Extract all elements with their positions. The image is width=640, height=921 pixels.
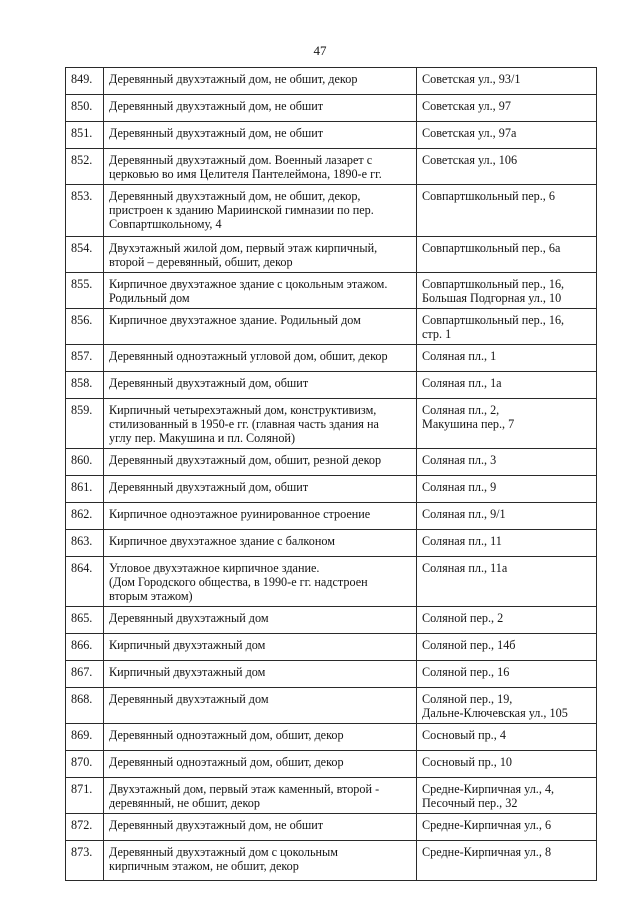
object-address-cell: Сосновый пр., 10 xyxy=(417,751,597,778)
object-address-cell: Советская ул., 93/1 xyxy=(417,68,597,95)
object-description-cell: Деревянный двухэтажный дом xyxy=(104,688,417,724)
row-number-cell: 850. xyxy=(66,95,104,122)
object-description-cell: Деревянный двухэтажный дом с цокольным кирпичным этажом, не обшит, декор xyxy=(104,841,417,881)
row-number-cell: 862. xyxy=(66,503,104,530)
row-number-cell: 871. xyxy=(66,778,104,814)
row-number-cell: 865. xyxy=(66,607,104,634)
object-address-cell: Совпартшкольный пер., 16, Большая Подгорная ул., 10 xyxy=(417,273,597,309)
table-row xyxy=(66,449,597,476)
row-number-cell: 872. xyxy=(66,814,104,841)
row-number-cell: 863. xyxy=(66,530,104,557)
row-number-cell: 866. xyxy=(66,634,104,661)
object-description-cell: Угловое двухэтажное кирпичное здание. (Дом Городского общества, в 1990-е гг. надстроен вторым этажом) xyxy=(104,557,417,607)
table-row xyxy=(66,372,597,399)
page-number: 47 xyxy=(313,43,327,58)
table-row xyxy=(66,530,597,557)
object-address-cell: Соляная пл., 9/1 xyxy=(417,503,597,530)
registry-body xyxy=(66,68,597,881)
table-row xyxy=(66,399,597,449)
object-description-cell: Деревянный двухэтажный дом, обшит xyxy=(104,372,417,399)
object-description-cell: Деревянный одноэтажный дом, обшит, декор xyxy=(104,751,417,778)
object-description-cell: Кирпичное двухэтажное здание с балконом xyxy=(104,530,417,557)
object-description-cell: Деревянный двухэтажный дом. Военный лазарет с церковью во имя Целителя Пантелеймона, 1890-е гг. xyxy=(104,149,417,185)
table-row xyxy=(66,68,597,95)
object-address-cell: Советская ул., 97 xyxy=(417,95,597,122)
row-number-cell: 859. xyxy=(66,399,104,449)
object-description-cell: Кирпичный четырехэтажный дом, конструктивизм, стилизованный в 1950-е гг. (главная часть здания на углу пер. Макушина и пл. Соляной) xyxy=(104,399,417,449)
object-address-cell: Соляная пл., 11а xyxy=(417,557,597,607)
object-description-cell: Деревянный одноэтажный угловой дом, обшит, декор xyxy=(104,345,417,372)
object-address-cell: Соляная пл., 3 xyxy=(417,449,597,476)
object-address-cell: Соляной пер., 14б xyxy=(417,634,597,661)
object-address-cell: Советская ул., 97а xyxy=(417,122,597,149)
table-row xyxy=(66,688,597,724)
table-row xyxy=(66,503,597,530)
object-description-cell: Кирпичный двухэтажный дом xyxy=(104,634,417,661)
table-row xyxy=(66,476,597,503)
row-number-cell: 867. xyxy=(66,661,104,688)
row-number-cell: 860. xyxy=(66,449,104,476)
row-number-cell: 873. xyxy=(66,841,104,881)
object-address-cell: Соляная пл., 11 xyxy=(417,530,597,557)
object-address-cell: Соляной пер., 19, Дальне-Ключевская ул., 105 xyxy=(417,688,597,724)
object-address-cell: Соляной пер., 16 xyxy=(417,661,597,688)
object-address-cell: Совпартшкольный пер., 6а xyxy=(417,237,597,273)
row-number-cell: 868. xyxy=(66,688,104,724)
table-row xyxy=(66,95,597,122)
table-row xyxy=(66,273,597,309)
table-row xyxy=(66,122,597,149)
table-row xyxy=(66,345,597,372)
object-address-cell: Советская ул., 106 xyxy=(417,149,597,185)
row-number-cell: 854. xyxy=(66,237,104,273)
table-row xyxy=(66,149,597,185)
heritage-registry-table xyxy=(65,67,597,881)
object-description-cell: Кирпичное двухэтажное здание. Родильный дом xyxy=(104,309,417,345)
table-row xyxy=(66,814,597,841)
object-address-cell: Совпартшкольный пер., 16, стр. 1 xyxy=(417,309,597,345)
row-number-cell: 856. xyxy=(66,309,104,345)
row-number-cell: 852. xyxy=(66,149,104,185)
object-description-cell: Деревянный двухэтажный дом xyxy=(104,607,417,634)
object-description-cell: Деревянный двухэтажный дом, не обшит xyxy=(104,814,417,841)
object-address-cell: Средне-Кирпичная ул., 8 xyxy=(417,841,597,881)
object-description-cell: Кирпичное одноэтажное руинированное строение xyxy=(104,503,417,530)
object-description-cell: Деревянный двухэтажный дом, обшит, резной декор xyxy=(104,449,417,476)
object-description-cell: Двухэтажный дом, первый этаж каменный, второй - деревянный, не обшит, декор xyxy=(104,778,417,814)
row-number-cell: 851. xyxy=(66,122,104,149)
table-row xyxy=(66,778,597,814)
table-row xyxy=(66,724,597,751)
table-row xyxy=(66,751,597,778)
table-row xyxy=(66,661,597,688)
object-address-cell: Совпартшкольный пер., 6 xyxy=(417,185,597,237)
object-description-cell: Деревянный одноэтажный дом, обшит, декор xyxy=(104,724,417,751)
object-address-cell: Средне-Кирпичная ул., 6 xyxy=(417,814,597,841)
row-number-cell: 869. xyxy=(66,724,104,751)
table-row xyxy=(66,607,597,634)
object-description-cell: Деревянный двухэтажный дом, обшит xyxy=(104,476,417,503)
object-description-cell: Кирпичный двухэтажный дом xyxy=(104,661,417,688)
object-description-cell: Деревянный двухэтажный дом, не обшит, декор xyxy=(104,68,417,95)
object-description-cell: Деревянный двухэтажный дом, не обшит xyxy=(104,122,417,149)
row-number-cell: 855. xyxy=(66,273,104,309)
table-row xyxy=(66,185,597,237)
table-row xyxy=(66,634,597,661)
object-description-cell: Двухэтажный жилой дом, первый этаж кирпичный, второй – деревянный, обшит, декор xyxy=(104,237,417,273)
object-description-cell: Кирпичное двухэтажное здание с цокольным этажом. Родильный дом xyxy=(104,273,417,309)
object-address-cell: Соляная пл., 2, Макушина пер., 7 xyxy=(417,399,597,449)
row-number-cell: 857. xyxy=(66,345,104,372)
object-description-cell: Деревянный двухэтажный дом, не обшит xyxy=(104,95,417,122)
table-row xyxy=(66,309,597,345)
row-number-cell: 870. xyxy=(66,751,104,778)
row-number-cell: 861. xyxy=(66,476,104,503)
table-row xyxy=(66,237,597,273)
row-number-cell: 853. xyxy=(66,185,104,237)
table-row xyxy=(66,841,597,881)
row-number-cell: 864. xyxy=(66,557,104,607)
row-number-cell: 849. xyxy=(66,68,104,95)
object-description-cell: Деревянный двухэтажный дом, не обшит, декор, пристроен к зданию Мариинской гимназии по пер. Совпартшкольному, 4 xyxy=(104,185,417,237)
object-address-cell: Соляная пл., 9 xyxy=(417,476,597,503)
table-row xyxy=(66,557,597,607)
object-address-cell: Средне-Кирпичная ул., 4, Песочный пер., 32 xyxy=(417,778,597,814)
object-address-cell: Соляная пл., 1 xyxy=(417,345,597,372)
object-address-cell: Сосновый пр., 4 xyxy=(417,724,597,751)
object-address-cell: Соляной пер., 2 xyxy=(417,607,597,634)
row-number-cell: 858. xyxy=(66,372,104,399)
object-address-cell: Соляная пл., 1а xyxy=(417,372,597,399)
